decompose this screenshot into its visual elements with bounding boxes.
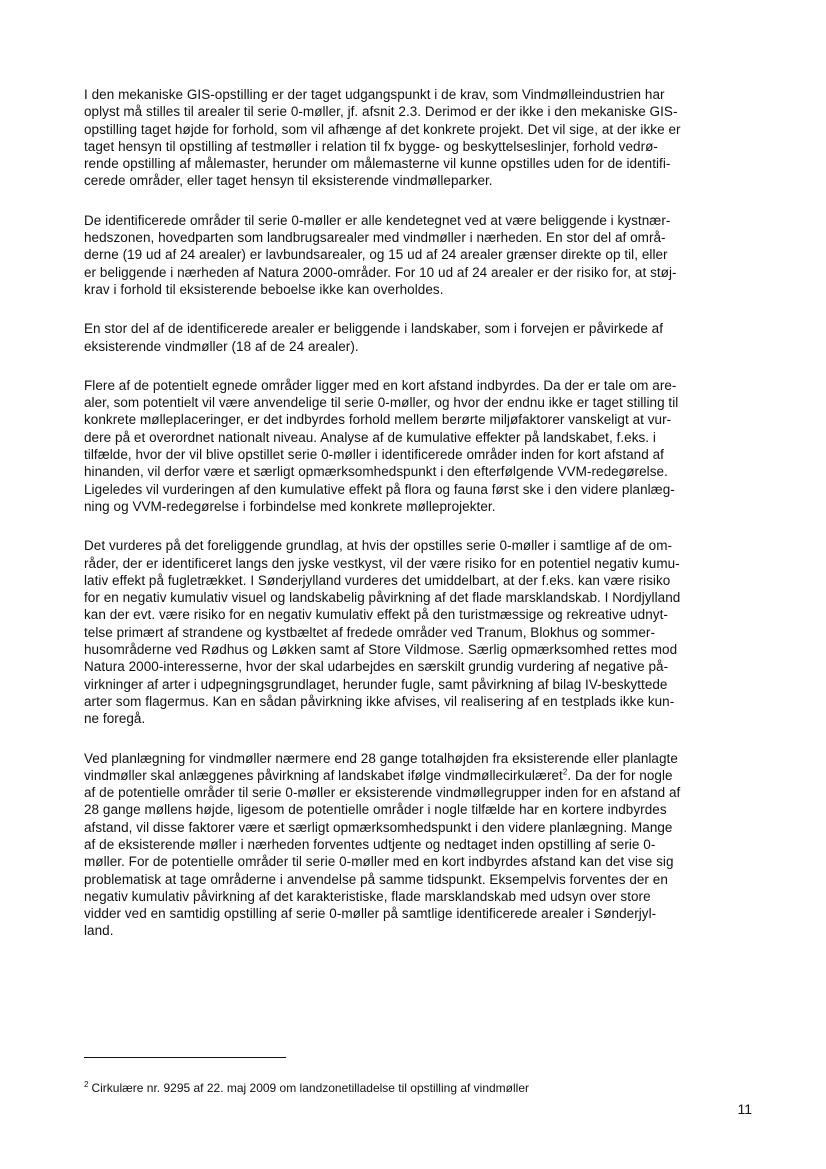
- footnote-number: 2: [84, 1080, 89, 1089]
- footnote-separator: [84, 1057, 286, 1058]
- footnote: [84, 1081, 758, 1096]
- paragraph-cumulative-effects: Flere af de potentielt egnede områder ligger med en kort afstand indbyrdes. Da der er tale om are- aler, som potentielt vil være anvendelige til serie 0-møller, og hvor der endnu ikke er taget stilling til konkrete mølleplaceringer, er det indbyrdes forhold mellem berørte miljøfaktorer vanskeligt at vur- dere på et overordnet nationalt niveau. Analyse af de kumulative effekter på landskabet, f.eks. i tilfælde, hvor der vil blive opstillet serie 0-møller i identificerede områder inden for kort afstand af hinanden, vil derfor være et særligt opmærksomhedspunkt i den efterfølgende VVM-redegørelse. Ligeledes vil vurderingen af den kumulative effekt på flora og fauna først ske i den videre planlæg- ning og VVM-redegørelse i forbindelse med konkrete mølleprojekter.: [84, 377, 679, 514]
- page-number: 11: [737, 1101, 752, 1117]
- paragraph-planning-distance-end: . Da der for nogle af de potentielle områder til serie 0-møller er eksisterende vindmøllegrupper inden for en afstand af 28 gange møllens højde, ligesom de potentielle områder i nogle tilfælde har en kortere indbyrdes afstand, vil disse faktorer være et særligt opmærksomhedspunkt i den videre planlægning. Mange af de eksisterende møller i nærheden forventes udtjente og nedtaget inden opstilling af serie 0- møller. For de potentielle områder til serie 0-møller med en kort indbyrdes afstand kan det vise sig problematisk at tage områderne i anvendelse på samme tidspunkt. Eksempelvis forventes der en negativ kumulativ påvirkning af det karakteristiske, flade marsklandskab med udsyn over store vidder ved en samtidig opstilling af serie 0-møller på samtlige identificerede arealer i Sønderjyl- land.: [84, 767, 681, 939]
- paragraph-identified-areas: De identificerede områder til serie 0-møller er alle kendetegnet ved at være beliggende i kystnær- hedszonen, hovedparten som landbrugsarealer med vindmøller i nærheden. En stor del af områ- derne (19 ud af 24 arealer) er lavbundsarealer, og 15 ud af 24 arealer grænser direkte op til, eller er beliggende i nærheden af Natura 2000-områder. For 10 ud af 24 arealer er der risiko for, at støj- krav i forhold til eksisterende beboelse ikke kan overholdes.: [84, 212, 677, 297]
- footnote-text: Cirkulære nr. 9295 af 22. maj 2009 om landzonetilladelse til opstilling af vindmøller: [91, 1081, 530, 1095]
- paragraph-gis-setup: I den mekaniske GIS-opstilling er der taget udgangspunkt i de krav, som Vindmølleindustrien har oplyst må stilles til arealer til serie 0-møller, jf. afsnit 2.3. Derimod er der ikke i den mekaniske GIS- opstilling taget højde for forhold, som vil afhænge af det konkrete projekt. Det vil sige, at der ikke er taget hensyn til opstilling af testmøller i relation til fx bygge- og beskyttelseslinjer, forhold vedrø- rende opstilling af målemaster, herunder om målemasterne vil kunne opstilles uden for de identifi- cerede områder, eller taget hensyn til eksisterende vindmølleparker.: [84, 87, 681, 189]
- footnote-reference: 2: [562, 767, 568, 777]
- paragraph-planning-distance: [84, 750, 758, 940]
- paragraph-landscape-impact: En stor del af de identificerede arealer er beliggende i landskaber, som i forvejen er påvirkede af eksisterende vindmøller (18 af de 24 arealer).: [84, 321, 664, 354]
- document-body: [84, 86, 758, 962]
- paragraph-planning-distance-start: Ved planlægning for vindmøller nærmere end 28 gange totalhøjden fra eksisterende eller planlagte vindmøller skal anlæggenes påvirkning af landskabet ifølge vindmøllecirkulæret: [84, 750, 678, 783]
- paragraph-regional-assessment: Det vurderes på det foreliggende grundlag, at hvis der opstilles serie 0-møller i samtlige af de om- råder, der er identificeret langs den jyske vestkyst, vil der være risiko for en potentiel negativ kumu- lativ effekt på fugletrækket. I Sønderjylland vurderes det umiddelbart, at der f.eks. kan være risiko for en negativ kumulativ visuel og landskabelig påvirkning af det flade marsklandskab. I Nordjylland kan der evt. være risiko for en negativ kumulativ effekt på den turistmæssige og rekreative udnyt- telse primært af strandene og kystbæltet af fredede områder ved Tranum, Blokhus og sommer- husområderne ved Rødhus og Løkken samt af Store Vildmose. Særlig opmærksomhed rettes mod Natura 2000-interesserne, hvor der skal udarbejdes en særskilt grundig vurdering af negative på- virkninger af arter i udpegningsgrundlaget, herunder fugle, samt påvirkning af bilag IV-beskyttede arter som flagermus. Kan en sådan påvirkning ikke afvises, vil realisering af en testplads ikke kun- ne foregå.: [84, 538, 681, 727]
